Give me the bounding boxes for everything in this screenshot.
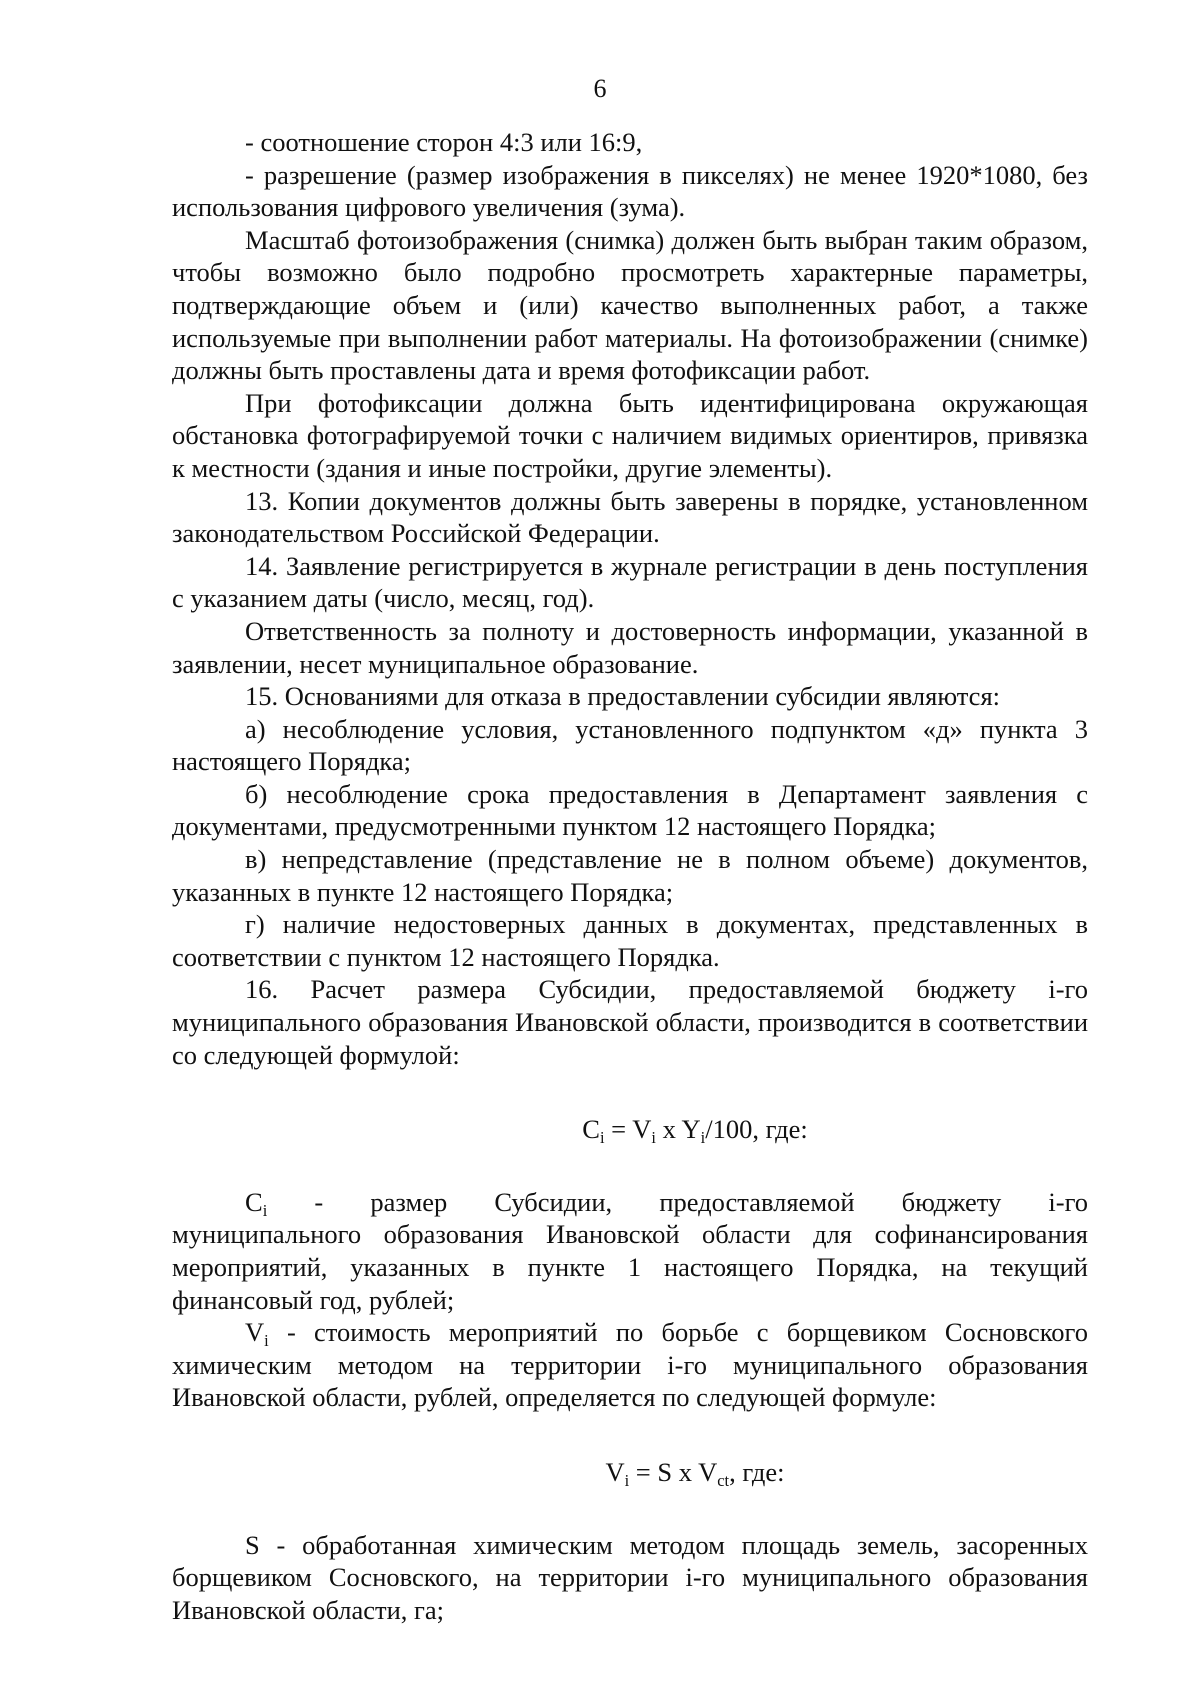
paragraph-photo-scale: Масштаб фотоизображения (снимка) должен быть выбран таким образом, чтобы возможно было подробно просмотреть характерные параметры, подтверждающие объем и (или) качество выполненных работ, а также используемые при выполнении работ материалы. На фотоизображении (снимке) должны быть проставлены дата и время фотофиксации работ. <box>172 224 1088 386</box>
paragraph-reason-g: г) наличие недостоверных данных в документах, представленных в соответствии с пунктом 12 настоящего Порядка. <box>172 909 1088 972</box>
paragraph-item-15: 15. Основаниями для отказа в предоставлении субсидии являются: <box>245 681 1000 712</box>
definition-c-rest: муниципального образования Ивановской области для софинансирования мероприятий, указанных в пункте 1 настоящего Порядка, на текущий финансовый год, рублей; <box>172 1219 1088 1315</box>
paragraph-resolution: - разрешение (размер изображения в пикселях) не менее 1920*1080, без использования цифрового увеличения (зума). <box>172 159 1088 223</box>
paragraph-aspect-ratio: - соотношение сторон 4:3 или 16:9, <box>245 127 643 157</box>
page-number: 6 <box>593 74 607 103</box>
paragraph-item-14: 14. Заявление регистрируется в журнале регистрации в день поступления с указанием даты (число, месяц, год). <box>172 550 1088 614</box>
paragraph-reason-b: б) несоблюдение срока предоставления в Департамент заявления с документами, предусмотренными пунктом 12 настоящего Порядка; <box>172 778 1088 842</box>
paragraph-item-13: 13. Копии документов должны быть заверены в порядке, установленном законодательством Российской Федерации. <box>172 485 1088 549</box>
paragraph-item-16: 16. Расчет размера Субсидии, предоставляемой бюджету i-го муниципального образования Ивановской области, производится в соответствии со следующей формулой: <box>172 974 1088 1070</box>
paragraph-responsibility: Ответственность за полноту и достоверность информации, указанной в заявлении, несет муниципальное образование. <box>172 615 1088 679</box>
definition-s: S - обработанная химическим методом площадь земель, засоренных борщевиком Сосновского, на территории i-го муниципального образования Ивановской области, га; <box>172 1529 1088 1625</box>
formula-subsidy: $C_i = V_i$ x $Y_i/100$, где: <box>582 1114 808 1148</box>
formula-cost: $V_i = S$ x $V_{ct}$, где: <box>605 1456 785 1490</box>
definition-c <box>172 1186 1088 1316</box>
definition-v: $V_i$ - стоимость мероприятий по борьбе с борщевиком Сосновского химическим методом на территории i-го муниципального образования Ивановской области, рублей, определяется по следующей формуле: <box>172 1317 1088 1413</box>
definition-c-first-line: $C_i$ - размер Субсидии, предоставляемой бюджету i-го <box>245 1186 1089 1220</box>
paragraph-reason-v: в) непредставление (представление не в полном объеме) документов, указанных в пункте 12 настоящего Порядка; <box>172 844 1088 907</box>
paragraph-reason-a: а) несоблюдение условия, установленного подпунктом «д» пункта 3 настоящего Порядка; <box>172 713 1088 777</box>
paragraph-photo-surroundings: При фотофиксации должна быть идентифицирована окружающая обстановка фотографируемой точки с наличием видимых ориентиров, привязка к местности (здания и иные постройки, другие элементы). <box>172 387 1088 483</box>
document-body <box>172 126 1088 1626</box>
